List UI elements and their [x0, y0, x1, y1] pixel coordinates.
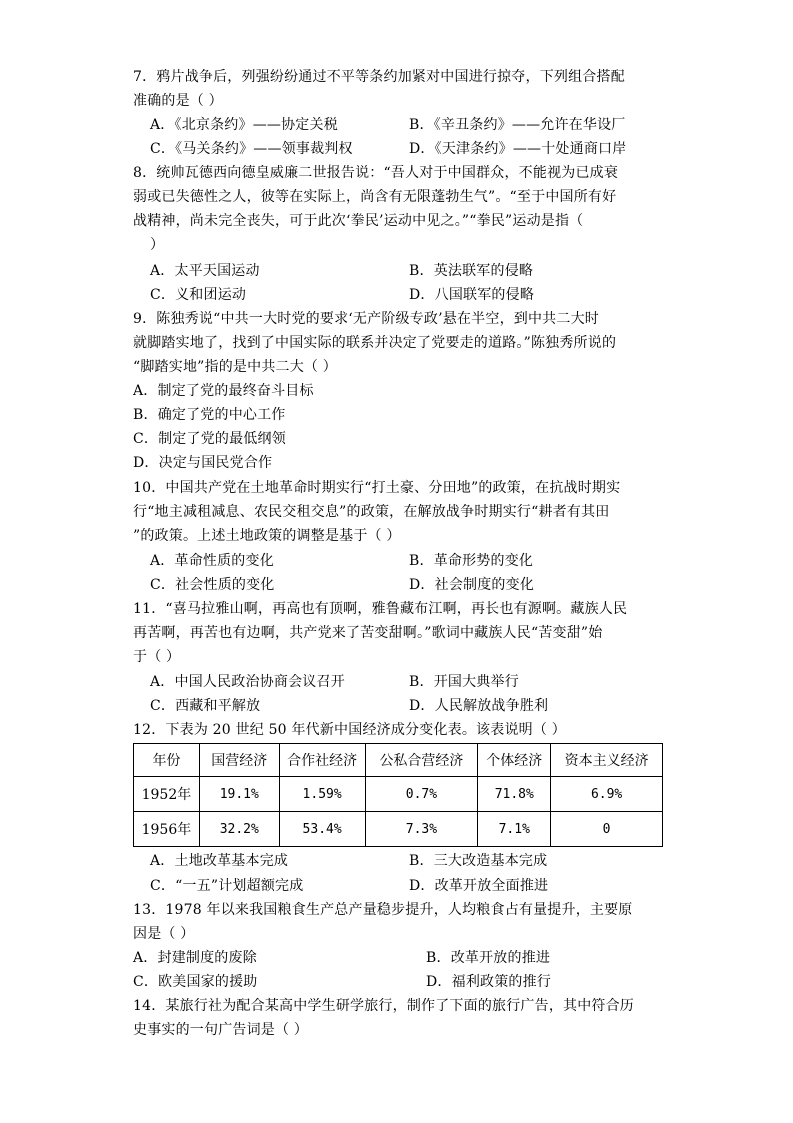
q12-option-a: A．土地改革基本完成	[150, 853, 289, 869]
table-cell: 7.1%	[478, 812, 551, 847]
q13-stem-line1: 13．1978 年以来我国粮食生产总产量稳步提升，人均粮食占有量提升，主要原	[133, 902, 633, 918]
q11-stem-line1: 11．“喜马拉雅山啊，再高也有顶啊，雅鲁藏布江啊，再长也有源啊。藏族人民	[133, 601, 628, 617]
q7-option-a: A．《北京条约》——协定关税	[150, 117, 338, 133]
q10-option-a: A．革命性质的变化	[150, 553, 274, 569]
q8-option-c: C．义和团运动	[150, 287, 247, 303]
table-header-cell: 合作社经济	[279, 744, 365, 777]
q10-option-b: B．革命形势的变化	[409, 553, 534, 569]
q9-option-d: D．决定与国民党合作	[133, 455, 273, 471]
q11-option-a: A．中国人民政治协商会议召开	[150, 674, 345, 690]
q11-option-b: B．开国大典举行	[409, 674, 519, 690]
table-cell: 32.2%	[199, 812, 279, 847]
q12-stem-line1: 12．下表为 20 世纪 50 年代新中国经济成分变化表。该表说明（ ）	[133, 722, 566, 738]
q11-option-c: C．西藏和平解放	[150, 698, 261, 714]
q11-stem-line3: 于（ ）	[133, 649, 181, 665]
table-cell: 0.7%	[365, 777, 478, 812]
q7-option-d: D．《天津条约》——十处通商口岸	[409, 141, 627, 157]
table-cell: 1952年	[134, 777, 200, 812]
q8-option-a: A．太平天国运动	[150, 263, 260, 279]
q9-stem-line3: “脚踏实地”指的是中共二大（ ）	[133, 359, 337, 375]
q13-stem-line2: 因是（ ）	[133, 926, 195, 942]
q7-option-c: C．《马关条约》——领事裁判权	[150, 141, 353, 157]
q9-stem-line2: 就脚踏实地了，找到了中国实际的联系并决定了党要走的道路。”陈独秀所说的	[133, 335, 617, 351]
q8-option-b: B．英法联军的侵略	[409, 263, 534, 279]
q9-option-a: A．制定了党的最终奋斗目标	[133, 383, 314, 399]
table-row	[134, 777, 663, 812]
q12-option-b: B．三大改造基本完成	[409, 853, 548, 869]
economy-composition-table	[133, 743, 663, 847]
table-header-cell: 年份	[134, 744, 200, 777]
table-row	[134, 812, 663, 847]
table-cell: 0	[551, 812, 663, 847]
q8-option-d: D．八国联军的侵略	[409, 287, 535, 303]
q10-option-c: C．社会性质的变化	[150, 577, 275, 593]
q8-stem-line4: ）	[150, 237, 165, 253]
q10-stem-line3: ”的政策。上述土地政策的调整是基于（ ）	[133, 528, 401, 544]
q10-option-d: D．社会制度的变化	[409, 577, 535, 593]
q7-stem-line2: 准确的是（ ）	[133, 93, 223, 109]
table-cell: 6.9%	[551, 777, 663, 812]
table-cell: 7.3%	[365, 812, 478, 847]
table-cell: 1.59%	[279, 777, 365, 812]
table-header-cell: 资本主义经济	[551, 744, 663, 777]
q10-stem-line2: 行“地主减租减息、农民交租交息”的政策，在解放战争时期实行“耕者有其田	[133, 504, 610, 520]
table-header-cell: 公私合营经济	[365, 744, 478, 777]
table-header-cell: 个体经济	[478, 744, 551, 777]
table-header-cell: 国营经济	[199, 744, 279, 777]
q14-stem-line1: 14．某旅行社为配合某高中学生研学旅行，制作了下面的旅行广告，其中符合历	[133, 998, 635, 1014]
q12-option-d: D．改革开放全面推进	[409, 878, 549, 894]
table-header-row	[134, 744, 663, 777]
q7-option-b: B．《辛丑条约》——允许在华设厂	[409, 117, 626, 133]
table-cell: 71.8%	[478, 777, 551, 812]
table-cell: 19.1%	[199, 777, 279, 812]
q11-stem-line2: 再苦啊，再苦也有边啊，共产党来了苦变甜啊。”歌词中藏族人民“苦变甜”始	[133, 625, 603, 641]
q8-stem-line3: 战精神，尚未完全丧失，可于此次‘拳民’运动中见之。”“拳民”运动是指（	[133, 213, 584, 229]
q13-option-d: D．福利政策的推行	[426, 974, 552, 990]
q13-option-b: B．改革开放的推进	[426, 950, 551, 966]
q9-stem-line1: 9．陈独秀说“中共一大时党的要求‘无产阶级专政’悬在半空，到中共二大时	[133, 311, 599, 327]
table-cell: 1956年	[134, 812, 200, 847]
q9-option-c: C．制定了党的最低纲领	[133, 431, 286, 447]
q8-stem-line2: 弱或已失德性之人，彼等在实际上，尚含有无限蓬勃生气”。“至于中国所有好	[133, 189, 617, 205]
q12-option-c: C．“一五”计划超额完成	[150, 878, 304, 894]
q7-stem-line1: 7．鸦片战争后，列强纷纷通过不平等条约加紧对中国进行掠夺，下列组合搭配	[133, 69, 625, 85]
q13-option-c: C．欧美国家的援助	[133, 974, 258, 990]
q8-stem-line1: 8．统帅瓦德西向德皇威廉二世报告说：“吾人对于中国群众，不能视为已成衰	[133, 165, 619, 181]
q13-option-a: A．封建制度的废除	[133, 950, 257, 966]
q11-option-d: D．人民解放战争胜利	[409, 698, 549, 714]
q9-option-b: B．确定了党的中心工作	[133, 407, 286, 423]
q14-stem-line2: 史事实的一句广告词是（ ）	[133, 1022, 309, 1038]
q10-stem-line1: 10．中国共产党在土地革命时期实行“打土豪、分田地”的政策，在抗战时期实	[133, 480, 621, 496]
table-cell: 53.4%	[279, 812, 365, 847]
